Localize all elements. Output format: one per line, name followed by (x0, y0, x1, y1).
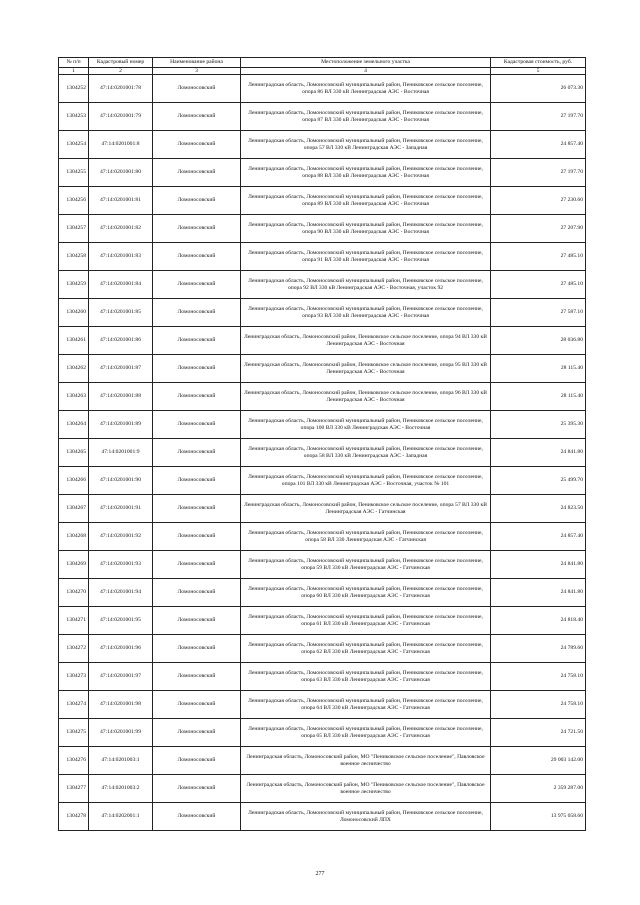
location-cell: Ленинградская область, Ломоносовский муниципальный район, Пениковское сельское поселение, опора 91 ВЛ 330 кВ Ленинградская АЭС - Восточная (241, 243, 491, 271)
cadastral-number-cell: 47:14:0201001:83 (89, 243, 153, 271)
location-cell: Ленинградская область, Ломоносовский муниципальный район, Пениковское сельское поселение, опора 58 ВЛ 330 кВ Ленинградская АЭС - Западная (241, 439, 491, 467)
row-number-cell: 1304274 (59, 691, 89, 719)
row-number-cell: 1304264 (59, 411, 89, 439)
cadastral-number-cell: 47:14:0201001:87 (89, 355, 153, 383)
cadastral-number-cell: 47:14:0201001:92 (89, 523, 153, 551)
table-row (59, 747, 586, 775)
cadastral-value-cell: 27 197.70 (491, 159, 586, 187)
cadastral-number-cell: 47:14:0201003:2 (89, 775, 153, 803)
district-cell: Ломоносовский (153, 187, 241, 215)
table-row (59, 523, 586, 551)
table-row (59, 719, 586, 747)
table-row (59, 355, 586, 383)
cadastral-number-cell: 47:14:0201003:1 (89, 747, 153, 775)
header-location: Местоположение земельного участка (241, 58, 491, 68)
district-cell: Ломоносовский (153, 803, 241, 831)
location-cell: Ленинградская область, Ломоносовский муниципальный район, Пениковское сельское поселение, опора 59 ВЛ 330 кВ Ленинградская АЭС - Гатчинская (241, 551, 491, 579)
cadastral-value-cell: 24 823.50 (491, 495, 586, 523)
cadastral-value-cell: 27 197.70 (491, 103, 586, 131)
cadastral-number-cell: 47:14:0201001:85 (89, 299, 153, 327)
location-cell: Ленинградская область, Ломоносовский район, Пениковское сельское поселение, опора 95 ВЛ 330 кВ Ленинградская АЭС - Восточная (241, 355, 491, 383)
cadastral-value-cell: 24 789.60 (491, 635, 586, 663)
location-cell: Ленинградская область, Ломоносовский муниципальный район, Пениковское сельское поселение, опора 61 ВЛ 330 кВ Ленинградская АЭС - Гатчинская (241, 607, 491, 635)
cadastral-number-cell: 47:14:0201001:86 (89, 327, 153, 355)
cadastral-value-cell: 24 857.40 (491, 523, 586, 551)
location-cell: Ленинградская область, Ломоносовский район, МО "Пениковское сельское поселение", Павловское военное лесничество (241, 747, 491, 775)
row-number-cell: 1304268 (59, 523, 89, 551)
table-row (59, 803, 586, 831)
cadastral-number-cell: 47:14:0201001:8 (89, 131, 153, 159)
district-cell: Ломоносовский (153, 467, 241, 495)
district-cell: Ломоносовский (153, 299, 241, 327)
district-cell: Ломоносовский (153, 579, 241, 607)
table-row (59, 663, 586, 691)
district-cell: Ломоносовский (153, 383, 241, 411)
column-number-row (59, 68, 586, 75)
table-row (59, 467, 586, 495)
cadastral-value-cell: 27 485.10 (491, 243, 586, 271)
cadastral-value-cell: 24 758.10 (491, 663, 586, 691)
cadastral-number-cell: 47:14:0201001:91 (89, 495, 153, 523)
page-number: 277 (315, 871, 325, 877)
row-number-cell: 1304262 (59, 355, 89, 383)
table-row (59, 579, 586, 607)
row-number-cell: 1304259 (59, 271, 89, 299)
district-cell: Ломоносовский (153, 131, 241, 159)
cadastral-value-cell: 25 395.30 (491, 411, 586, 439)
location-cell: Ленинградская область, Ломоносовский район, МО "Пениковское сельское поселение", Павловское военное лесничество (241, 775, 491, 803)
row-number-cell: 1304277 (59, 775, 89, 803)
location-cell: Ленинградская область, Ломоносовский муниципальный район, Пениковское сельское поселение, опора 101 ВЛ 330 кВ Ленинградская АЭС - Восточная, участок № 101 (241, 467, 491, 495)
row-number-cell: 1304252 (59, 75, 89, 103)
cadastral-value-cell: 2 359 287.00 (491, 775, 586, 803)
location-cell: Ленинградская область, Ломоносовский район, Пениковское сельское поселение, опора 57 ВЛ 330 кВ Ленинградская АЭС - Гатчинская (241, 495, 491, 523)
cadastral-value-cell: 24 857.40 (491, 131, 586, 159)
column-number: 2 (89, 68, 153, 75)
cadastral-number-cell: 47:14:0201001:94 (89, 579, 153, 607)
location-cell: Ленинградская область, Ломоносовский муниципальный район, Пениковское сельское поселение, опора 63 ВЛ 330 кВ Ленинградская АЭС - Гатчинская (241, 663, 491, 691)
cadastral-number-cell: 47:14:0201001:99 (89, 719, 153, 747)
district-cell: Ломоносовский (153, 271, 241, 299)
header-district-name: Наименование района (153, 58, 241, 68)
location-cell: Ленинградская область, Ломоносовский муниципальный район, Пениковское сельское поселение, опора 60 ВЛ 330 кВ Ленинградская АЭС - Гатчинская (241, 579, 491, 607)
cadastral-number-cell: 47:14:0201001:95 (89, 607, 153, 635)
location-cell: Ленинградская область, Ломоносовский район, Пениковское сельское поселение, опора 94 ВЛ 330 кВ Ленинградская АЭС - Восточная (241, 327, 491, 355)
cadastral-number-cell: 47:14:0201001:79 (89, 103, 153, 131)
district-cell: Ломоносовский (153, 635, 241, 663)
column-number: 3 (153, 68, 241, 75)
table-row (59, 187, 586, 215)
cadastral-number-cell: 47:14:0201001:80 (89, 159, 153, 187)
cadastral-number-cell: 47:14:0201001:96 (89, 635, 153, 663)
table-row (59, 635, 586, 663)
row-number-cell: 1304260 (59, 299, 89, 327)
table-row (59, 775, 586, 803)
district-cell: Ломоносовский (153, 439, 241, 467)
cadastral-value-cell: 13 975 058.60 (491, 803, 586, 831)
cadastral-number-cell: 47:14:0201001:84 (89, 271, 153, 299)
row-number-cell: 1304271 (59, 607, 89, 635)
table-row (59, 103, 586, 131)
table-row (59, 327, 586, 355)
row-number-cell: 1304256 (59, 187, 89, 215)
district-cell: Ломоносовский (153, 159, 241, 187)
district-cell: Ломоносовский (153, 411, 241, 439)
district-cell: Ломоносовский (153, 75, 241, 103)
district-cell: Ломоносовский (153, 103, 241, 131)
cadastral-number-cell: 47:14:0201001:93 (89, 551, 153, 579)
row-number-cell: 1304265 (59, 439, 89, 467)
cadastral-value-cell: 27 207.90 (491, 215, 586, 243)
row-number-cell: 1304266 (59, 467, 89, 495)
row-number-cell: 1304278 (59, 803, 89, 831)
cadastral-value-cell: 25 499.70 (491, 467, 586, 495)
table-row (59, 495, 586, 523)
location-cell: Ленинградская область, Ломоносовский район, Пениковское сельское поселение, опора 96 ВЛ 330 кВ Ленинградская АЭС - Восточная (241, 383, 491, 411)
location-cell: Ленинградская область, Ломоносовский муниципальный район, Пениковское сельское поселение, Ломоносовский ЛПХ (241, 803, 491, 831)
header-row-number: № п/п (59, 58, 89, 68)
location-cell: Ленинградская область, Ломоносовский муниципальный район, Пениковское сельское поселение, опора 87 ВЛ 330 кВ Ленинградская АЭС - Восточная (241, 103, 491, 131)
cadastral-number-cell: 47:14:0201001:97 (89, 663, 153, 691)
column-number: 1 (59, 68, 89, 75)
table-row (59, 383, 586, 411)
row-number-cell: 1304258 (59, 243, 89, 271)
row-number-cell: 1304255 (59, 159, 89, 187)
district-cell: Ломоносовский (153, 747, 241, 775)
district-cell: Ломоносовский (153, 607, 241, 635)
cadastral-value-cell: 24 721.50 (491, 719, 586, 747)
table-row (59, 551, 586, 579)
location-cell: Ленинградская область, Ломоносовский муниципальный район, Пениковское сельское поселение, опора 64 ВЛ 330 кВ Ленинградская АЭС - Гатчинская (241, 691, 491, 719)
table-row (59, 75, 586, 103)
district-cell: Ломоносовский (153, 691, 241, 719)
column-number: 4 (241, 68, 491, 75)
row-number-cell: 1304269 (59, 551, 89, 579)
cadastral-number-cell: 47:14:0201001:90 (89, 467, 153, 495)
table-row (59, 299, 586, 327)
district-cell: Ломоносовский (153, 327, 241, 355)
header-cadastral-value: Кадастровая стоимость, руб. (491, 58, 586, 68)
cadastral-number-cell: 47:14:0201001:88 (89, 383, 153, 411)
cadastral-value-table (58, 57, 586, 831)
location-cell: Ленинградская область, Ломоносовский муниципальный район, Пениковское сельское поселение, опора 58 ВЛ 330 Ленинградская АЭС - Гатчинская (241, 523, 491, 551)
cadastral-number-cell: 47:14:0201001:82 (89, 215, 153, 243)
district-cell: Ломоносовский (153, 355, 241, 383)
row-number-cell: 1304254 (59, 131, 89, 159)
district-cell: Ломоносовский (153, 243, 241, 271)
column-number: 5 (491, 68, 586, 75)
table-body (59, 75, 586, 831)
location-cell: Ленинградская область, Ломоносовский муниципальный район, Пениковское сельское поселение, опора 57 ВЛ 330 кВ Ленинградская АЭС - Западная (241, 131, 491, 159)
row-number-cell: 1304257 (59, 215, 89, 243)
cadastral-value-cell: 24 841.80 (491, 551, 586, 579)
cadastral-value-cell: 24 841.80 (491, 439, 586, 467)
district-cell: Ломоносовский (153, 775, 241, 803)
cadastral-value-cell: 29 003 142.00 (491, 747, 586, 775)
cadastral-value-cell: 24 758.10 (491, 691, 586, 719)
location-cell: Ленинградская область, Ломоносовский муниципальный район, Пениковское сельское поселение, опора 62 ВЛ 330 кВ Ленинградская АЭС - Гатчинская (241, 635, 491, 663)
row-number-cell: 1304267 (59, 495, 89, 523)
location-cell: Ленинградская область, Ломоносовский муниципальный район, Пениковское сельское поселение, опора 88 ВЛ 330 кВ Ленинградская АЭС - Восточная (241, 159, 491, 187)
row-number-cell: 1304273 (59, 663, 89, 691)
cadastral-number-cell: 47:14:0202001:1 (89, 803, 153, 831)
row-number-cell: 1304270 (59, 579, 89, 607)
row-number-cell: 1304253 (59, 103, 89, 131)
table-row (59, 411, 586, 439)
location-cell: Ленинградская область, Ломоносовский муниципальный район, Пениковское сельское поселение, опора 86 ВЛ 330 кВ Ленинградская АЭС - Восточная (241, 75, 491, 103)
header-cadastral-number: Кадастровый номер (89, 58, 153, 68)
location-cell: Ленинградская область, Ломоносовский муниципальный район, Пениковское сельское поселение, опора 90 ВЛ 330 кВ Ленинградская АЭС - Восточная (241, 215, 491, 243)
district-cell: Ломоносовский (153, 523, 241, 551)
row-number-cell: 1304275 (59, 719, 89, 747)
table-row (59, 131, 586, 159)
district-cell: Ломоносовский (153, 719, 241, 747)
district-cell: Ломоносовский (153, 495, 241, 523)
row-number-cell: 1304276 (59, 747, 89, 775)
cadastral-value-cell: 28 115.40 (491, 383, 586, 411)
district-cell: Ломоносовский (153, 215, 241, 243)
table-header-row (59, 58, 586, 68)
location-cell: Ленинградская область, Ломоносовский муниципальный район, Пениковское сельское поселение, опора 100 ВЛ 330 кВ Ленинградская АЭС - Восточная (241, 411, 491, 439)
table-row (59, 215, 586, 243)
cadastral-value-cell: 27 230.60 (491, 187, 586, 215)
cadastral-value-cell: 28 115.40 (491, 355, 586, 383)
cadastral-number-cell: 47:14:0201001:89 (89, 411, 153, 439)
cadastral-value-cell: 28 036.80 (491, 327, 586, 355)
table-row (59, 607, 586, 635)
table-row (59, 691, 586, 719)
cadastral-value-cell: 24 818.40 (491, 607, 586, 635)
location-cell: Ленинградская область, Ломоносовский муниципальный район, Пениковское сельское поселение, опора 93 ВЛ 330 кВ Ленинградская АЭС - Восточная (241, 299, 491, 327)
table-row (59, 159, 586, 187)
cadastral-number-cell: 47:14:0201001:78 (89, 75, 153, 103)
location-cell: Ленинградская область, Ломоносовский муниципальный район, Пениковское сельское поселение, опора 89 ВЛ 330 кВ Ленинградская АЭС - Восточная (241, 187, 491, 215)
row-number-cell: 1304263 (59, 383, 89, 411)
row-number-cell: 1304261 (59, 327, 89, 355)
cadastral-number-cell: 47:14:0201001:98 (89, 691, 153, 719)
location-cell: Ленинградская область, Ломоносовский муниципальный район, Пениковское сельское поселение, опора 92 ВЛ 330 кВ Ленинградская АЭС - Восточная, участок 92 (241, 271, 491, 299)
cadastral-number-cell: 47:14:0201001:81 (89, 187, 153, 215)
table-row (59, 243, 586, 271)
table-row (59, 271, 586, 299)
cadastral-value-cell: 27 587.10 (491, 299, 586, 327)
cadastral-value-cell: 27 485.10 (491, 271, 586, 299)
cadastral-value-cell: 26 073.30 (491, 75, 586, 103)
row-number-cell: 1304272 (59, 635, 89, 663)
location-cell: Ленинградская область, Ломоносовский муниципальный район, Пениковское сельское поселение, опора 65 ВЛ 330 кВ Ленинградская АЭС - Гатчинская (241, 719, 491, 747)
district-cell: Ломоносовский (153, 663, 241, 691)
cadastral-number-cell: 47:14:0201001:9 (89, 439, 153, 467)
district-cell: Ломоносовский (153, 551, 241, 579)
table-row (59, 439, 586, 467)
cadastral-value-cell: 24 841.80 (491, 579, 586, 607)
